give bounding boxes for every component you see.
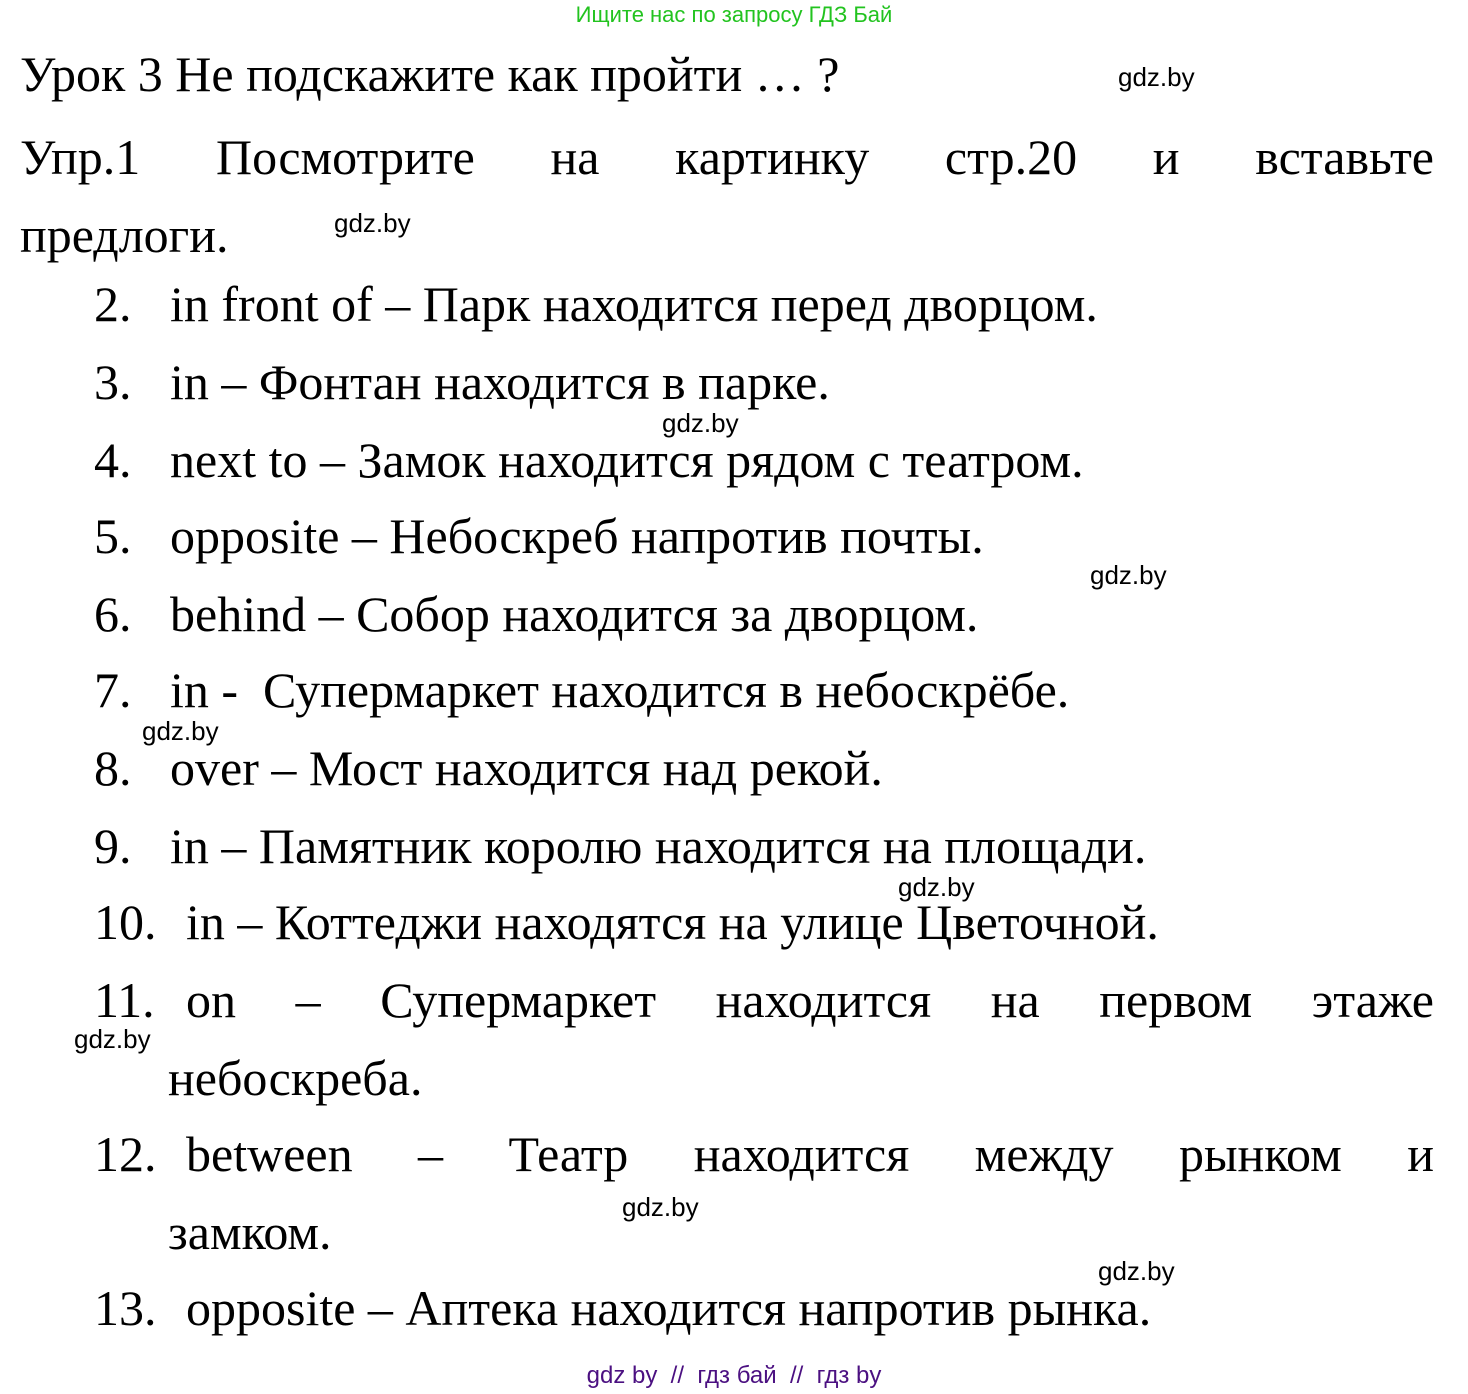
answer-item [94,738,883,798]
task-word: Упр.1 [20,129,141,185]
item-number: 10. [94,894,157,950]
item-text-line-1 [186,1124,1434,1184]
footer-links: gdz by // гдз бай // гдз by [586,1362,882,1389]
watermark: gdz.by [142,716,219,746]
answer-item [94,584,978,644]
item-word: и [1407,1126,1434,1182]
answer-item [94,892,1159,952]
item-number: 4. [94,432,132,488]
answer-item [94,274,1098,334]
answer-item [94,970,1434,1108]
item-word: на [990,972,1040,1028]
task-word: на [550,129,600,185]
item-word: между [974,1126,1114,1182]
item-number: 9. [94,818,132,874]
item-word: рынком [1178,1126,1342,1182]
item-text: opposite – Небоскреб напротив почты. [170,508,984,564]
task-word: и [1152,129,1180,185]
item-number: 13. [94,1280,157,1336]
task-word: вставьте [1255,129,1434,185]
answer-item [94,660,1069,720]
item-number: 12. [94,1126,157,1182]
item-text: opposite – Аптека находится напротив рынка. [186,1280,1152,1336]
item-text: behind – Собор находится за дворцом. [170,586,979,642]
answer-item [94,430,1084,490]
answer-item [94,1124,1434,1262]
item-word: between [186,1126,353,1182]
item-number: 7. [94,662,132,718]
item-number: 3. [94,354,132,410]
item-number: 6. [94,586,132,642]
watermark: gdz.by [1098,1256,1175,1286]
item-number: 5. [94,508,132,564]
task-line-1 [20,118,1434,196]
watermark: gdz.by [898,872,975,902]
item-word: Театр [508,1126,629,1182]
item-text: in - Супермаркет находится в небоскрёбе. [170,662,1070,718]
item-text: in – Фонтан находится в парке. [170,354,830,410]
task-line-2: предлоги. [20,207,229,263]
item-word: on [186,972,236,1028]
watermark: gdz.by [662,408,739,438]
item-word: находится [715,972,932,1028]
item-text-line-2: небоскреба. [168,1050,423,1106]
item-number: 2. [94,276,132,332]
task-word: картинку [675,129,870,185]
item-word: этаже [1311,972,1434,1028]
watermark: gdz.by [1118,62,1195,92]
answer-item [94,816,1146,876]
item-word: – [418,1126,444,1182]
item-text-line-2: замком. [168,1204,332,1260]
answer-item [94,506,984,566]
watermark: gdz.by [1090,560,1167,590]
task-instruction [20,118,1434,274]
item-number: 11. [94,972,155,1028]
top-banner: Ищите нас по запросу ГДЗ Бай [575,2,893,27]
answer-item [94,352,830,412]
answer-item [94,1278,1151,1338]
item-word: первом [1099,972,1253,1028]
item-text: next to – Замок находится рядом с театром. [170,432,1084,488]
item-word: находится [693,1126,910,1182]
watermark: gdz.by [334,208,411,238]
item-text-line-1 [186,970,1434,1030]
task-word: стр.20 [944,129,1078,185]
watermark: gdz.by [622,1192,699,1222]
watermark: gdz.by [74,1024,151,1054]
item-text: in – Памятник королю находится на площади. [170,818,1147,874]
item-text: in front of – Парк находится перед дворцом. [170,276,1098,332]
item-word: – [295,972,321,1028]
lesson-title: Урок 3 Не подскажите как пройти … ? [20,46,840,102]
item-word: Супермаркет [380,972,657,1028]
item-text: over – Мост находится над рекой. [170,740,883,796]
item-number: 8. [94,740,132,796]
task-word: Посмотрите [215,129,475,185]
item-text: in – Коттеджи находятся на улице Цветочной. [186,894,1159,950]
